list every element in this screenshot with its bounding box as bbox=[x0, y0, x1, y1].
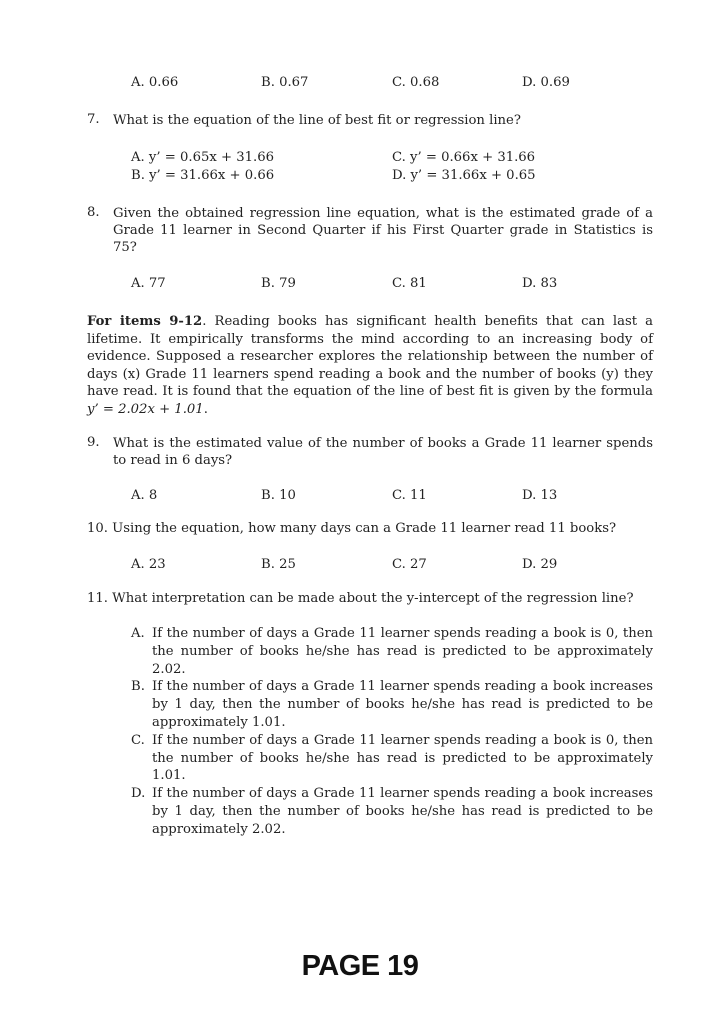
question-8-number: 8. bbox=[87, 205, 100, 220]
q9-choices bbox=[0, 488, 720, 506]
question-8-text: Given the obtained regression line equation, what is the estimated grade of a Grade 11 learner in Second Quarter if his First Quarter grade in Statistics is 75? bbox=[113, 206, 653, 255]
question-8 bbox=[87, 205, 653, 256]
q6-choices bbox=[0, 75, 720, 93]
q7-choice-a: A. y’ = 0.65x + 31.66 bbox=[131, 150, 274, 165]
question-7 bbox=[87, 112, 653, 129]
q11-option-c-text: If the number of days a Grade 11 learner spends reading a book is 0, then the number of books he/she has read is predicted to be approximately 1.01. bbox=[152, 732, 653, 784]
question-7-text: What is the equation of the line of best fit or regression line? bbox=[113, 113, 521, 128]
q10-choice-c: C. 27 bbox=[392, 557, 427, 572]
q8-choice-b: B. 79 bbox=[261, 276, 296, 291]
q8-choice-d: D. 83 bbox=[522, 276, 558, 291]
items-9-12-end: . bbox=[203, 401, 208, 417]
q6-choice-a: A. 0.66 bbox=[131, 75, 179, 90]
q11-option-c-label: C. bbox=[131, 732, 145, 748]
q9-choice-c: C. 11 bbox=[392, 488, 427, 503]
q11-option-d-label: D. bbox=[131, 786, 146, 802]
question-10-text: 10. Using the equation, how many days can a Grade 11 learner read 11 books? bbox=[87, 521, 617, 536]
q10-choice-b: B. 25 bbox=[261, 557, 296, 572]
question-7-number: 7. bbox=[87, 112, 100, 127]
q11-option-a bbox=[131, 625, 653, 678]
q11-option-b-text: If the number of days a Grade 11 learner spends reading a book increases by 1 day, then the number of books he/she has read is predicted to be approximately 1.01. bbox=[152, 679, 653, 730]
q6-choice-b: B. 0.67 bbox=[261, 75, 309, 90]
q11-option-a-label: A. bbox=[131, 626, 145, 641]
q7-choice-d: D. y’ = 31.66x + 0.65 bbox=[392, 168, 536, 183]
question-9-text: What is the estimated value of the number of books a Grade 11 learner spends to read in 6 days? bbox=[113, 436, 653, 468]
q7-choices bbox=[131, 149, 591, 185]
q10-choice-a: A. 23 bbox=[131, 557, 166, 572]
question-9-number: 9. bbox=[87, 435, 100, 450]
q9-choice-d: D. 13 bbox=[522, 488, 558, 503]
items-9-12-paragraph bbox=[87, 313, 653, 418]
q11-options bbox=[131, 625, 653, 839]
q11-option-d-text: If the number of days a Grade 11 learner spends reading a book increases by 1 day, then the number of books he/she has read is predicted to be approximately 2.02. bbox=[152, 786, 653, 837]
page-number: PAGE 19 bbox=[301, 950, 419, 982]
q10-choice-d: D. 29 bbox=[522, 557, 558, 572]
q8-choices bbox=[0, 276, 720, 294]
q6-choice-c: C. 0.68 bbox=[392, 75, 440, 90]
q9-choice-a: A. 8 bbox=[131, 488, 158, 503]
q11-option-a-text: If the number of days a Grade 11 learner spends reading a book is 0, then the number of books he/she has read is predicted to be approximately 2.02. bbox=[152, 626, 653, 677]
q11-option-b bbox=[131, 678, 653, 731]
question-11-text: 11. What interpretation can be made about the y-intercept of the regression line? bbox=[87, 591, 634, 606]
q8-choice-c: C. 81 bbox=[392, 276, 427, 291]
q9-choice-b: B. 10 bbox=[261, 488, 296, 503]
items-9-12-text: . Reading books has significant health benefits that can last a lifetime. It empirically transforms the mind according to an increasing body of evidence. Supposed a researcher explores the relationship between the number of days (x) Grade 11 learners spend reading a book and the number of books (y) they have read. It is found that the equation of the line of best fit is given by the formula bbox=[87, 314, 653, 399]
q8-choice-a: A. 77 bbox=[131, 276, 166, 291]
q10-choices bbox=[0, 557, 720, 575]
q7-choice-b: B. y’ = 31.66x + 0.66 bbox=[131, 168, 275, 183]
question-9 bbox=[87, 435, 653, 469]
items-9-12-formula: y’ = 2.02x + 1.01 bbox=[87, 401, 204, 417]
q6-choice-d: D. 0.69 bbox=[522, 75, 570, 90]
q11-option-b-label: B. bbox=[131, 679, 145, 695]
q11-option-c bbox=[131, 732, 653, 785]
q7-choice-c: C. y’ = 0.66x + 31.66 bbox=[392, 150, 536, 165]
q11-option-d bbox=[131, 785, 653, 838]
items-9-12-lead: For items 9-12 bbox=[87, 314, 203, 329]
